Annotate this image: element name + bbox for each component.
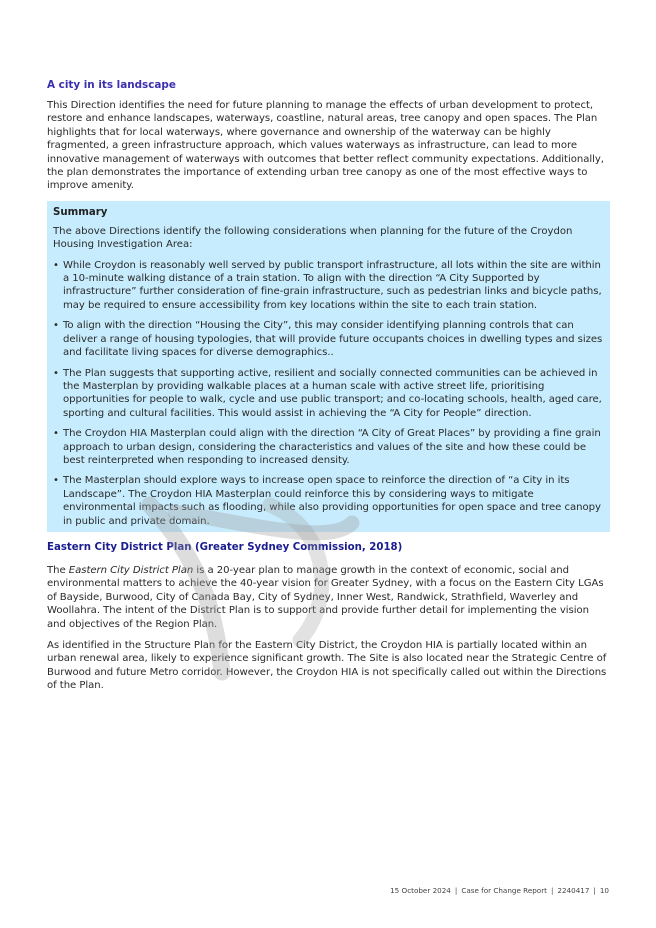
summary-bullet-item: [53, 474, 604, 528]
bullet-text: To align with the direction “Housing the City”, this may consider identifying planning controls that can deliver a range of housing typologies, that will provide future occupants choices in dwelling types and sizes and facilitate living spaces for diverse demographics..: [63, 320, 603, 359]
bullet-icon: •: [53, 475, 59, 487]
footer-separator: |: [454, 886, 458, 895]
bullet-icon: •: [53, 320, 59, 332]
bullet-text: The Masterplan should explore ways to increase open space to reinforce the direction of “a City in its Landscape”. The Croydon HIA Masterplan could reinforce this by considering ways to mitigate environmental impacts such as flooding, while also providing opportunities for open space and tree canopy in public and private domain.: [63, 475, 601, 527]
district-plan-prefix: The: [47, 564, 69, 576]
footer-separator: |: [593, 886, 596, 895]
summary-bullet-list: [53, 259, 604, 528]
bullet-text: The Plan suggests that supporting active, resilient and socially connected communities can be achieved in the Masterplan by providing walkable places at a human scale with active street life, prioritising opportunities for people to walk, cycle and use public transport; and co-locating schools, health, aged care, sporting and cultural facilities. This would assist in achieving the “A City for People” direction.: [63, 367, 602, 419]
summary-bullet-item: [53, 259, 604, 313]
summary-box: [47, 201, 610, 532]
footer-report-title: Case for Change Report: [461, 886, 547, 895]
bullet-text: While Croydon is reasonably well served by public transport infrastructure, all lots within the site are within a 10-minute walking distance of a train station. To align with the direction “A City Supported by infrastructure” further consideration of fine-grain infrastructure, such as pedestrian links and bicycle paths, may be required to ensure accessibility from key locations within the site to each train station.: [63, 259, 602, 311]
district-plan-paragraph: [47, 564, 610, 631]
page-footer: [390, 886, 609, 895]
footer-page-number: 10: [599, 886, 609, 895]
footer-report-number: 2240417: [557, 886, 590, 895]
city-in-landscape-paragraph: This Direction identifies the need for future planning to manage the effects of urban development to protect, restore and enhance landscapes, waterways, coastline, natural areas, tree canopy and open spaces. The Plan highlights that for local waterways, where governance and ownership of the waterway can be highly fragmented, a green infrastructure approach, which values waterways as infrastructure, can lead to more innovative management of waterways with outcomes that better reflect community expectations. Additionally, the plan demonstrates the importance of extending urban tree canopy as one of the most effective ways to improve amenity.: [47, 100, 604, 192]
footer-separator: |: [550, 886, 554, 895]
summary-bullet-item: [53, 367, 604, 421]
bullet-icon: •: [53, 367, 59, 379]
summary-bullet-item: [53, 319, 604, 359]
section-heading-eastern-city-district-plan: Eastern City District Plan (Greater Sydney Commission, 2018): [47, 541, 403, 553]
bullet-icon: •: [53, 428, 59, 440]
district-plan-body: is a 20-year plan to manage growth in the context of economic, social and environmental matters to achieve the 40-year vision for Greater Sydney, with a focus on the Eastern City LGAs of Bayside, Burwood, City of Canada Bay, City of Sydney, Inner West, Randwick, Strathfield, Waverley and Woollahra. The intent of the District Plan is to support and provide further detail for implementing the vision and objectives of the Region Plan.: [47, 564, 604, 630]
page-content: [47, 78, 610, 701]
bullet-text: The Croydon HIA Masterplan could align with the direction “A City of Great Places” by providing a fine grain approach to urban design, considering the characteristics and values of the site and how these could be best reinterpreted when responding to increased density.: [63, 428, 601, 466]
structure-plan-paragraph: As identified in the Structure Plan for the Eastern City District, the Croydon HIA is partially located within an urban renewal area, likely to experience significant growth. The Site is also located near the Strategic Centre of Burwood and future Metro corridor. However, the Croydon HIA is not specifically called out within the Directions of the Plan.: [47, 640, 607, 692]
summary-title: Summary: [53, 206, 108, 218]
section-heading-city-in-landscape: A city in its landscape: [47, 79, 176, 91]
footer-date: 15 October 2024: [390, 886, 451, 895]
bullet-icon: •: [53, 259, 59, 271]
district-plan-title-italic: Eastern City District Plan: [68, 564, 194, 576]
summary-bullet-item: [53, 427, 604, 467]
summary-intro: The above Directions identify the following considerations when planning for the future of the Croydon Housing Investigation Area:: [53, 225, 573, 251]
